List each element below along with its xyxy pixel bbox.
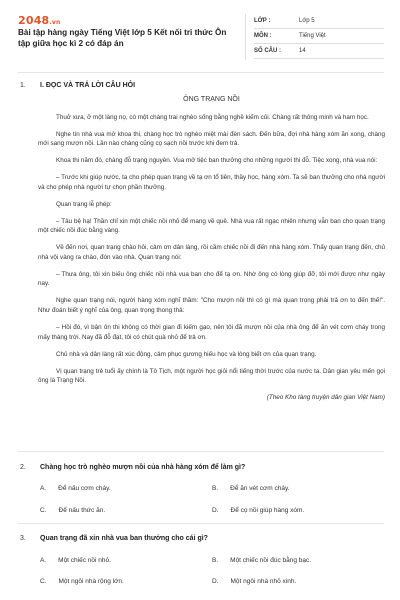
option-a[interactable]: A. Một chiếc nồi nhỏ.: [40, 557, 111, 564]
paragraph: Quan trạng lễ phép:: [56, 200, 112, 208]
option-b[interactable]: B. Một chiếc nồi đúc bằng bạc.: [212, 557, 312, 564]
reading-passage: [38, 95, 385, 403]
meta-divider: [245, 14, 246, 60]
option-a[interactable]: A. Để nấu cơm cháy.: [40, 485, 111, 492]
section-number: 1.: [20, 82, 26, 89]
section-title: I. ĐỌC VÀ TRẢ LỜI CÂU HỎI: [40, 82, 136, 89]
question-number: 3.: [20, 535, 26, 542]
meta-row-grade: LỚP : Lớp 5: [254, 14, 384, 29]
option-c[interactable]: C. Một ngôi nhà rộng lớn.: [40, 578, 124, 585]
paragraph: – Tâu bệ hạ! Thần chỉ xin một chiếc nồi nhỏ để mang về quê. Nhà vua rất ngạc nhiên nhưng vẫn ban cho quan trạng một chiếc nồi đúc bằng vàng.: [38, 217, 385, 235]
site-logo[interactable]: 2048.vn: [18, 14, 61, 27]
paragraph: Thuở xưa, ở một làng nọ, có một chàng trai nghèo sống bằng nghề kiếm củi. Chàng rất thông minh và ham học.: [56, 113, 369, 121]
header-divider: [18, 72, 384, 73]
question-text: Quan trạng đã xin nhà vua ban thưởng cho cái gì?: [40, 535, 208, 542]
question-divider: [18, 523, 384, 524]
document-title: Bài tập hàng ngày Tiếng Việt lớp 5 Kết nối tri thức Ôn tập giữa học kì 2 có đáp án: [18, 28, 227, 48]
option-d[interactable]: D. Một ngôi nhà nhỏ xinh.: [212, 578, 297, 585]
meta-table: [254, 14, 384, 59]
story-source: (Theo Kho tàng truyện dân gian Việt Nam): [266, 394, 385, 402]
question-number: 2.: [20, 464, 26, 471]
paragraph: Về đến nơi, quan trạng chào hỏi, cảm ơn dân làng, rồi cầm chiếc nồi đi đến nhà hàng xóm. Thấy quan trạng đến, chủ nhà vội vàng ra chào, đón vào nhà. Quan trạng nói:: [38, 244, 385, 261]
option-b[interactable]: B. Để ăn vét cơm cháy.: [212, 485, 290, 492]
paragraph: Nghe tin nhà vua mở khoa thi, chàng học trò nghèo miệt mài đèn sách. Đến bữa, đợi nhà hàng xóm ăn xong, chàng mới sang mượn nồi. Lần nào chàng cũng cọ sạch nồi trước khi đem trả.: [38, 130, 385, 148]
option-c[interactable]: C. Để nấu thức ăn.: [40, 507, 106, 514]
page-header: [18, 14, 384, 70]
paragraph: – Trước khi giúp nước, ta cho phép quan trạng về tạ ơn tổ tiên, thầy học, hàng xóm. Ta sẽ ban thưởng cho nhà người và cho phép nhà người tự chọn phần thưởng.: [38, 174, 385, 191]
paragraph: – Thưa ông, tôi xin biếu ông chiếc nồi nhà vua ban cho để tạ ơn. Nhờ ông có lòng giúp đỡ, tôi mới được như ngày nay.: [38, 270, 385, 288]
option-d[interactable]: D. Để cọ nồi giúp hàng xóm.: [212, 507, 305, 514]
paragraph: Chủ nhà và dân làng rất xúc động, cảm phục gương hiếu học và lòng biết ơn của quan trạng.: [56, 350, 317, 358]
paragraph: Nghe quan trạng nói, người hàng xóm nghĩ thầm: "Cho mượn nồi thì có gì mà quan trọng phải trả ơn to đến thế!". Như đoán biết ý nghĩ của ông, quan trọng thong thả:: [38, 297, 385, 315]
meta-row-count: SỐ CÂU : 14: [254, 44, 384, 59]
paragraph: Vị quan trạng trẻ tuổi ấy chính là Tô Tịch, một người học giỏi nổi tiếng thời trước của nước ta. Dân gian yêu mến gọi ông là Trạng Nồi.: [38, 367, 385, 385]
paragraph: Khoa thi năm đó, chàng đỗ trạng nguyên. Vua mở tiệc ban thưởng cho những người thi đỗ. Tiệc xong, nhà vua nói:: [56, 157, 378, 165]
paragraph: – Hồi đó, vì bận ôn thi không có thời gian đi kiếm gạo, nên tôi đã mượn nồi của nhà ông để ăn vét cơm cháy trong mấy tháng trời. Nay đã đỗ đạt, tôi có chút quà nhỏ để trả ơn.: [38, 324, 385, 341]
meta-row-subject: MÔN : Tiếng Việt: [254, 29, 384, 44]
question-text: Chàng học trò nghèo mượn nồi của nhà hàng xóm để làm gì?: [40, 464, 246, 471]
question-divider: [18, 451, 384, 452]
story-title: ÔNG TRẠNG NỒI: [183, 96, 240, 103]
